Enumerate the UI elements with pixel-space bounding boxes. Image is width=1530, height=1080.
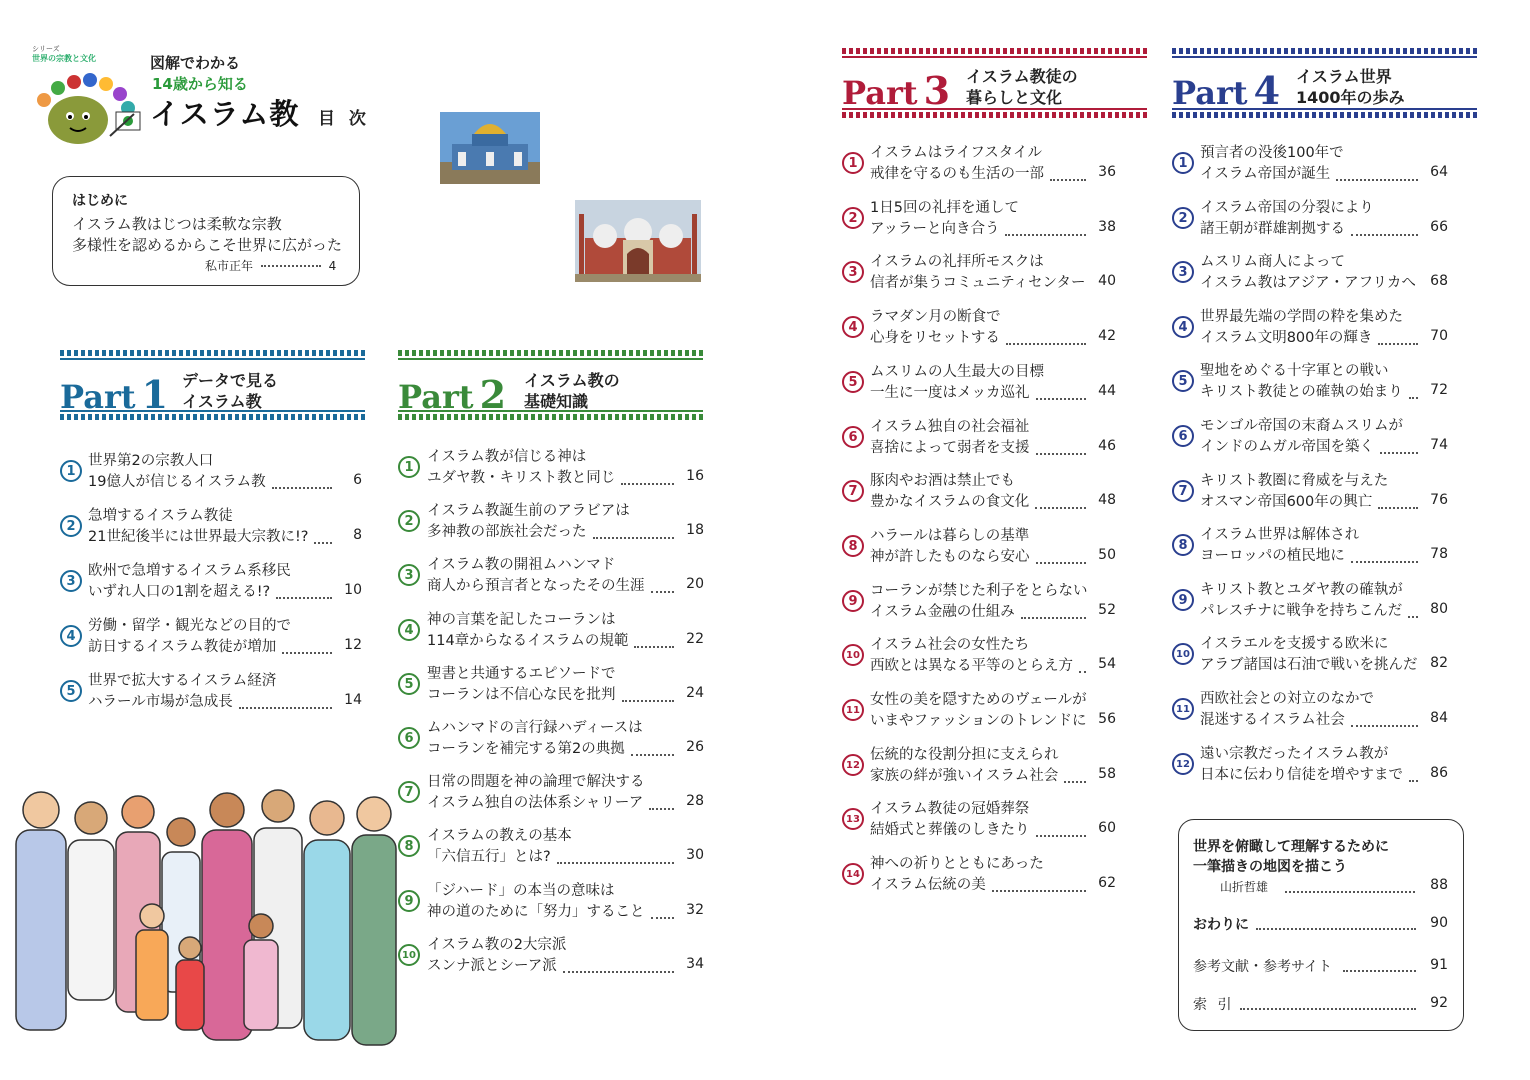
chapter-title-line1: 預言者の没後100年で [1200, 145, 1344, 161]
chapter-page-number: 60 [1098, 820, 1116, 836]
chapter-title-line2: 訪日するイスラム教徒が増加 [88, 639, 277, 655]
chapter-page-number: 38 [1098, 219, 1116, 235]
leader-dots [563, 971, 674, 973]
chapter-title-line2: 結婚式と葬儀のしきたり [870, 822, 1030, 838]
chapter-title-line1: 欧州で急増するイスラム系移民 [88, 563, 291, 579]
chapter-number-badge: 2 [1172, 207, 1194, 229]
afterword-label: おわりに [1193, 917, 1249, 933]
leader-dots [992, 890, 1086, 892]
chapter-page-number: 12 [344, 637, 362, 653]
chapter-title-line1: 神への祈りとともにあった [870, 856, 1044, 872]
mosque-photo [575, 200, 701, 282]
chapter-title-line1: イスラム社会の女性たち [870, 637, 1030, 653]
essay-dots [1285, 891, 1415, 893]
chapter-page-number: 34 [686, 956, 704, 972]
chapter-number-badge: 12 [1172, 753, 1194, 775]
chapter-title-line1: 「ジハード」の本当の意味は [427, 883, 615, 899]
chapter-page-number: 54 [1098, 656, 1116, 672]
chapter-number-badge: 2 [842, 207, 864, 229]
afterword-dots [1256, 928, 1416, 930]
part-label-word: Part [842, 74, 918, 112]
part-label-word: Part [1172, 74, 1248, 112]
chapter-title-line1: 聖地をめぐる十字軍との戦い [1200, 363, 1389, 379]
chapter-number-badge: 14 [842, 863, 864, 885]
chapter-page-number: 62 [1098, 875, 1116, 891]
leader-dots [276, 597, 332, 599]
part-number: 4 [1253, 68, 1281, 113]
chapter-page-number: 50 [1098, 547, 1116, 563]
chapter-page-number: 14 [344, 692, 362, 708]
leader-dots [1036, 453, 1086, 455]
chapter-number-badge: 11 [1172, 698, 1194, 720]
leader-dots [1021, 617, 1086, 619]
chapter-page-number: 8 [353, 527, 362, 543]
chapter-title-line1: 神の言葉を記したコーランは [427, 612, 616, 628]
part-title-line2: 暮らしと文化 [966, 88, 1063, 107]
chapter-title-line2: イスラム文明800年の輝き [1200, 330, 1373, 346]
chapter-title-line2: キリスト教徒との確執の始まり [1200, 384, 1403, 400]
chapter-page-number: 36 [1098, 164, 1116, 180]
chapter-title-line2: オスマン帝国600年の興亡 [1200, 494, 1373, 510]
part-heading [1172, 68, 1280, 113]
part-number: 2 [479, 372, 507, 417]
leader-dots [651, 917, 674, 919]
chapter-title-line1: コーランが禁じた利子をとらない [870, 583, 1088, 599]
chapter-title-line2: ハラール市場が急成長 [88, 694, 233, 710]
chapter-number-badge: 9 [1172, 589, 1194, 611]
chapter-page-number: 30 [686, 847, 704, 863]
chapter-title-line2: いまやファッションのトレンドに [870, 713, 1087, 729]
chapter-title-line1: 世界第2の宗教人口 [88, 453, 214, 469]
chapter-number-badge: 4 [398, 619, 420, 641]
part-heading [842, 68, 950, 113]
chapter-title-line2: 西欧とは異なる平等のとらえ方 [870, 658, 1073, 674]
chapter-title-line2: スンナ派とシーア派 [427, 958, 557, 974]
chapter-title-line1: 西欧社会との対立のなかで [1200, 691, 1374, 707]
series-name: 世界の宗教と文化 [32, 54, 96, 63]
chapter-title-line2: インドのムガル帝国を築く [1200, 439, 1374, 455]
chapter-title-line1: キリスト教圏に脅威を与えた [1200, 473, 1389, 489]
chapter-title-line2: いずれ人口の1割を超える!? [88, 584, 271, 600]
chapter-number-badge: 4 [60, 625, 82, 647]
chapter-title-line2: イスラム金融の仕組み [870, 604, 1015, 620]
chapter-number-badge: 10 [398, 944, 420, 966]
leader-dots [1079, 671, 1086, 673]
chapter-title-line2: 信者が集うコミュニティセンター [870, 275, 1086, 291]
chapter-number-badge: 5 [60, 680, 82, 702]
part-ornament-band [398, 350, 703, 360]
chapter-title-line2: 日本に伝わり信徒を増やすまで [1200, 767, 1403, 783]
chapter-title-line2: 19億人が信じるイスラム教 [88, 474, 266, 490]
afterword-page: 90 [1430, 915, 1448, 931]
chapter-title-line2: 家族の絆が強いイスラム社会 [870, 768, 1059, 784]
chapter-title-line1: イスラム教徒の冠婚葬祭 [870, 801, 1030, 817]
leader-dots [1378, 507, 1418, 509]
chapter-number-badge: 3 [60, 570, 82, 592]
chapter-title-line1: イスラム教が信じる神は [427, 449, 587, 465]
intro-heading: はじめに [72, 193, 128, 209]
leader-dots [1006, 343, 1086, 345]
chapter-page-number: 84 [1430, 710, 1448, 726]
chapter-page-number: 76 [1430, 492, 1448, 508]
chapter-number-badge: 13 [842, 808, 864, 830]
part-ornament-band [842, 48, 1147, 58]
leader-dots [1336, 179, 1418, 181]
chapter-title-line1: 聖書と共通するエピソードで [427, 666, 616, 682]
chapter-page-number: 66 [1430, 219, 1448, 235]
chapter-page-number: 56 [1098, 711, 1116, 727]
toc-heading: 目 次 [318, 109, 370, 129]
chapter-title-line2: 諸王朝が群雄割拠する [1200, 221, 1345, 237]
chapter-title-line1: 豚肉やお酒は禁止でも [870, 473, 1015, 489]
part-title-line1: イスラム教徒の [966, 67, 1078, 86]
chapter-title-line1: 急増するイスラム教徒 [88, 508, 233, 524]
chapter-title-line1: ムスリム商人によって [1200, 254, 1345, 270]
chapter-number-badge: 1 [60, 460, 82, 482]
index-dots [1240, 1008, 1416, 1010]
chapter-page-number: 26 [686, 739, 704, 755]
chapter-title-line1: ラマダン月の断食で [870, 309, 1001, 325]
chapter-title-line1: 日常の問題を神の論理で解決する [427, 774, 645, 790]
leader-dots [272, 487, 332, 489]
leader-dots [1408, 616, 1418, 618]
part-title-line2: 1400年の歩み [1296, 88, 1405, 107]
index-label: 索 引 [1193, 997, 1235, 1013]
leader-dots [1351, 725, 1418, 727]
leader-dots [1050, 179, 1086, 181]
chapter-page-number: 64 [1430, 164, 1448, 180]
chapter-number-badge: 2 [398, 510, 420, 532]
part-heading [398, 372, 506, 417]
chapter-page-number: 28 [686, 793, 704, 809]
leader-dots [1351, 561, 1418, 563]
chapter-title-line1: 世界最先端の学問の粋を集めた [1200, 309, 1403, 325]
essay-title-line1: 世界を俯瞰して理解するために [1193, 839, 1389, 855]
essay-page: 88 [1430, 877, 1448, 893]
leader-dots [1005, 234, 1086, 236]
chapter-page-number: 6 [353, 472, 362, 488]
chapter-number-badge: 12 [842, 754, 864, 776]
chapter-title-line2: 戒律を守るのも生活の一部 [870, 166, 1044, 182]
chapter-title-line2: ユダヤ教・キリスト教と同じ [427, 470, 616, 486]
chapter-title-line1: ムハンマドの言行録ハディースは [427, 720, 643, 736]
chapter-title-line2: 喜捨によって弱者を支援 [870, 440, 1030, 456]
part-title-line2: 基礎知識 [524, 392, 589, 411]
chapter-number-badge: 7 [842, 480, 864, 502]
leader-dots [1380, 452, 1418, 454]
chapter-title-line2: 豊かなイスラムの食文化 [870, 494, 1030, 510]
chapter-title-line2: 「六信五行」とは? [427, 849, 551, 865]
chapter-title-line2: アラブ諸国は石油で戦いを挑んだ [1200, 657, 1418, 673]
chapter-title-line2: 114章からなるイスラムの規範 [427, 633, 629, 649]
chapter-title-line1: イスラム教の2大宗派 [427, 937, 567, 953]
chapter-number-badge: 11 [842, 699, 864, 721]
references-label: 参考文献・参考サイト [1193, 959, 1333, 975]
chapter-number-badge: 7 [398, 781, 420, 803]
part-label-word: Part [60, 378, 136, 416]
leader-dots [1036, 835, 1086, 837]
leader-dots [651, 591, 674, 593]
chapter-page-number: 42 [1098, 328, 1116, 344]
chapter-number-badge: 8 [398, 835, 420, 857]
part-heading [60, 372, 168, 417]
leader-dots [621, 483, 674, 485]
chapter-title-line1: ハラールは暮らしの基準 [870, 528, 1030, 544]
leader-dots [1409, 780, 1418, 782]
chapter-number-badge: 6 [1172, 425, 1194, 447]
chapter-title-line1: モンゴル帝国の末裔ムスリムが [1200, 418, 1403, 434]
part-label-word: Part [398, 378, 474, 416]
chapter-title-line2: 一生に一度はメッカ巡礼 [870, 385, 1030, 401]
chapter-number-badge: 6 [398, 727, 420, 749]
chapter-title-line1: 女性の美を隠すためのヴェールが [870, 692, 1087, 708]
leader-dots [593, 537, 674, 539]
chapter-number-badge: 6 [842, 426, 864, 448]
chapter-title-line1: イスラム教誕生前のアラビアは [427, 503, 630, 519]
chapter-title-line2: 多神教の部族社会だった [427, 524, 587, 540]
chapter-page-number: 82 [1430, 655, 1448, 671]
chapter-title-line2: ヨーロッパの植民地に [1200, 548, 1345, 564]
chapter-title-line1: 世界で拡大するイスラム経済 [88, 673, 277, 689]
part-ornament-band [1172, 48, 1477, 58]
intro-page: 4 [328, 259, 337, 273]
leader-dots [239, 707, 332, 709]
part-title-line2: イスラム教 [182, 392, 262, 411]
chapter-page-number: 44 [1098, 383, 1116, 399]
chapter-title-line1: 1日5回の礼拝を通して [870, 200, 1019, 216]
essay-author: 山折哲雄 [1220, 880, 1269, 894]
chapter-title-line2: パレスチナに戦争を持ちこんだ [1200, 603, 1403, 619]
intro-title-line2: 多様性を認めるからこそ世界に広がった [72, 236, 343, 254]
chapter-page-number: 68 [1430, 273, 1448, 289]
leader-dots [557, 862, 674, 864]
chapter-number-badge: 9 [842, 590, 864, 612]
chapter-number-badge: 3 [842, 261, 864, 283]
chapter-number-badge: 3 [1172, 261, 1194, 283]
part-title-line1: イスラム世界 [1296, 67, 1392, 86]
chapter-number-badge: 2 [60, 515, 82, 537]
chapter-number-badge: 10 [1172, 643, 1194, 665]
chapter-title-line1: イスラム世界は解体され [1200, 527, 1360, 543]
leader-dots [1036, 398, 1086, 400]
chapter-title-line2: 商人から預言者となったその生涯 [427, 578, 645, 594]
chapter-page-number: 20 [686, 576, 704, 592]
chapter-number-badge: 7 [1172, 480, 1194, 502]
dome-of-the-rock-photo [440, 112, 540, 184]
chapter-page-number: 86 [1430, 765, 1448, 781]
chapter-title-line1: イスラエルを支援する欧米に [1200, 636, 1389, 652]
chapter-title-line1: ムスリムの人生最大の目標 [870, 364, 1044, 380]
chapter-number-badge: 8 [842, 535, 864, 557]
chapter-title-line2: 心身をリセットする [870, 330, 1000, 346]
chapter-title-line2: コーランは不信心な民を批判 [427, 687, 616, 703]
references-page: 91 [1430, 957, 1448, 973]
chapter-page-number: 72 [1430, 382, 1448, 398]
part-ornament-band [60, 350, 365, 360]
chapter-number-badge: 4 [1172, 316, 1194, 338]
chapter-number-badge: 3 [398, 564, 420, 586]
chapter-number-badge: 9 [398, 890, 420, 912]
chapter-title-line1: イスラム教の開祖ムハンマド [427, 557, 616, 573]
leader-dots [314, 542, 332, 544]
chapter-page-number: 80 [1430, 601, 1448, 617]
leader-dots [1035, 507, 1086, 509]
chapter-title-line1: 伝統的な役割分担に支えられ [870, 747, 1059, 763]
chapter-number-badge: 10 [842, 644, 864, 666]
chapter-title-line1: イスラム帝国の分裂により [1200, 200, 1374, 216]
essay-title-line2: 一筆描きの地図を描こう [1193, 859, 1347, 875]
part-title-line1: イスラム教の [524, 371, 620, 390]
chapter-title-line2: 21世紀後半には世界最大宗教に!? [88, 529, 309, 545]
chapter-page-number: 58 [1098, 766, 1116, 782]
index-page: 92 [1430, 995, 1448, 1011]
chapter-title-line2: イスラム教はアジア・アフリカへ [1200, 275, 1416, 291]
leader-dots [622, 700, 674, 702]
title-line2: 14歳から知る [152, 75, 248, 93]
chapter-title-line2: イスラム伝統の美 [870, 877, 986, 893]
chapter-page-number: 16 [686, 468, 704, 484]
part-number: 1 [141, 372, 169, 417]
leader-dots [1064, 781, 1086, 783]
chapter-number-badge: 1 [1172, 152, 1194, 174]
chapter-page-number: 48 [1098, 492, 1116, 508]
chapter-number-badge: 4 [842, 316, 864, 338]
chapter-title-line1: イスラムの礼拝所モスクは [870, 254, 1044, 270]
family-illustration [6, 780, 401, 1080]
chapter-title-line2: 神が許したものなら安心 [870, 549, 1030, 565]
chapter-title-line1: イスラムの教えの基本 [427, 828, 572, 844]
chapter-page-number: 40 [1098, 273, 1116, 289]
chapter-number-badge: 8 [1172, 534, 1194, 556]
chapter-title-line2: 混迷するイスラム社会 [1200, 712, 1345, 728]
leader-dots [1036, 562, 1086, 564]
series-label: シリーズ [32, 45, 60, 53]
leader-dots [631, 754, 674, 756]
chapter-title-line1: 遠い宗教だったイスラム教が [1200, 746, 1389, 762]
chapter-number-badge: 1 [842, 152, 864, 174]
chapter-title-line2: イスラム帝国が誕生 [1200, 166, 1331, 182]
chapter-page-number: 74 [1430, 437, 1448, 453]
chapter-title-line2: 神の道のために「努力」すること [427, 904, 645, 920]
part-number: 3 [923, 68, 951, 113]
intro-title-line1: イスラム教はじつは柔軟な宗教 [72, 215, 282, 233]
title-line1: 図解でわかる [150, 54, 241, 72]
chapter-title-line1: 労働・留学・観光などの目的で [88, 618, 291, 634]
chapter-page-number: 46 [1098, 438, 1116, 454]
chapter-number-badge: 5 [842, 371, 864, 393]
leader-dots [649, 808, 674, 810]
leader-dots [1351, 234, 1418, 236]
chapter-page-number: 52 [1098, 602, 1116, 618]
part-title-line1: データで見る [182, 371, 279, 390]
chapter-number-badge: 5 [1172, 370, 1194, 392]
leader-dots [1378, 343, 1418, 345]
references-dots [1343, 970, 1416, 972]
mascot-illustration [30, 62, 150, 147]
leader-dots [634, 646, 674, 648]
book-title: イスラム教 [150, 97, 300, 131]
chapter-title-line2: イスラム独自の法体系シャリーア [427, 795, 644, 811]
chapter-page-number: 24 [686, 685, 704, 701]
chapter-page-number: 18 [686, 522, 704, 538]
chapter-number-badge: 1 [398, 456, 420, 478]
chapter-page-number: 32 [686, 902, 704, 918]
chapter-page-number: 70 [1430, 328, 1448, 344]
chapter-title-line2: アッラーと向き合う [870, 221, 1000, 237]
chapter-page-number: 78 [1430, 546, 1448, 562]
chapter-title-line1: イスラムはライフスタイル [870, 145, 1042, 161]
chapter-page-number: 22 [686, 631, 704, 647]
chapter-page-number: 10 [344, 582, 362, 598]
leader-dots [1409, 397, 1418, 399]
intro-author: 私市正年 4 [205, 259, 337, 273]
leader-dots [282, 652, 332, 654]
chapter-title-line1: イスラム独自の社会福祉 [870, 419, 1030, 435]
chapter-title-line2: コーランを補完する第2の典拠 [427, 741, 625, 757]
chapter-title-line1: キリスト教とユダヤ教の確執が [1200, 582, 1403, 598]
chapter-number-badge: 5 [398, 673, 420, 695]
